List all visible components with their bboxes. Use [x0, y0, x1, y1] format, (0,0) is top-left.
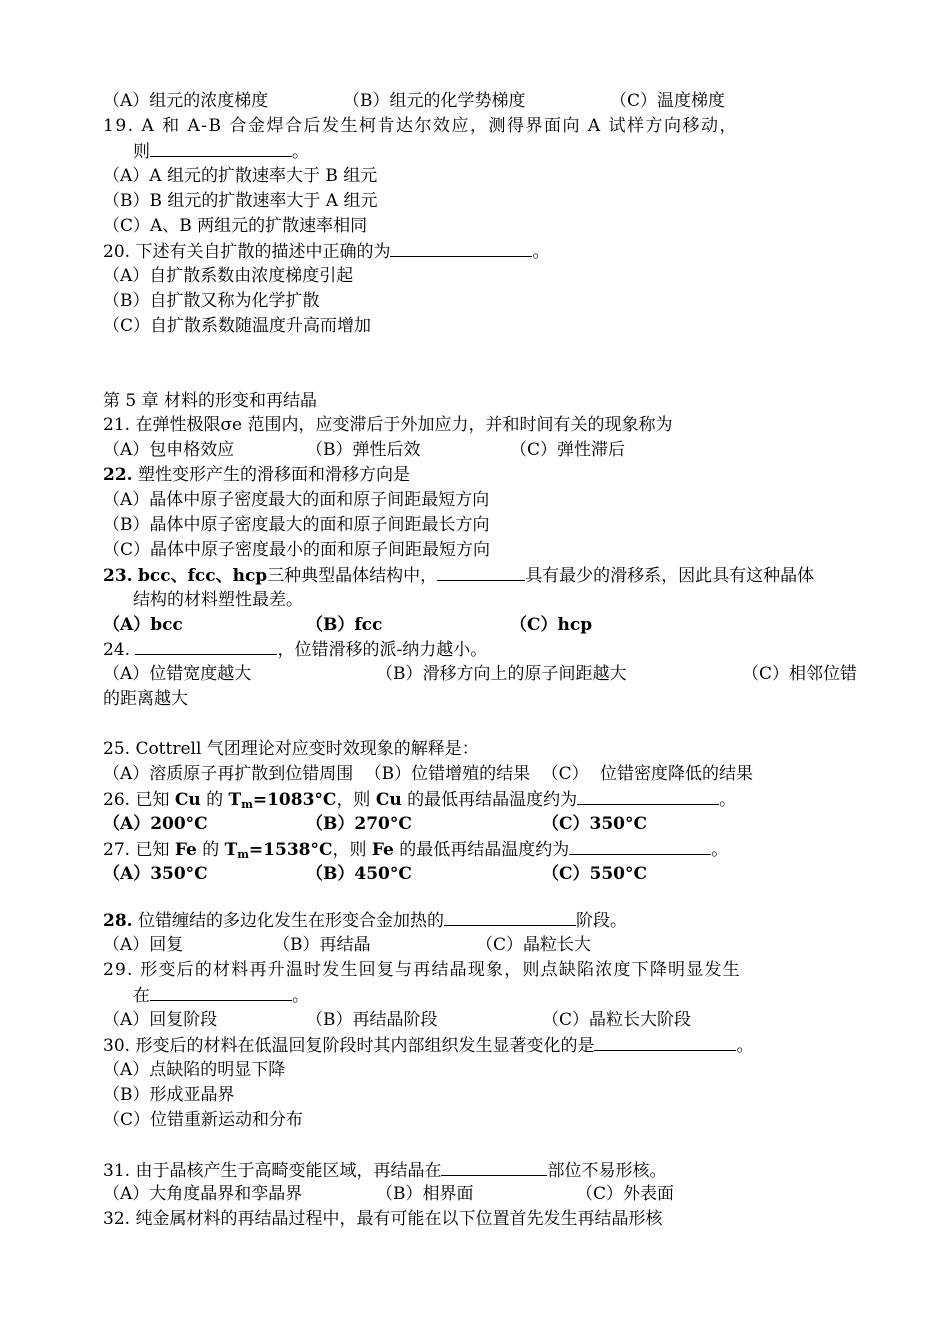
q31-answer-blank[interactable] — [441, 1158, 547, 1176]
q26-option-c: （C）350°C — [542, 814, 648, 834]
q18-option-a: （A）组元的浓度梯度 — [103, 91, 269, 111]
q26-option-a: （A）200°C — [103, 814, 208, 834]
q24-option-c-cont: 的距离越大 — [103, 689, 188, 709]
q21-option-c: （C）弹性滞后 — [510, 440, 626, 460]
q26-option-b: （B）270°C — [306, 814, 412, 834]
q26-answer-blank[interactable] — [577, 787, 719, 805]
q28-option-b: （B）再结晶 — [273, 935, 371, 955]
q23-option-b: （B）fcc — [306, 615, 383, 635]
q27-option-b: （B）450°C — [306, 864, 412, 884]
q21-option-a: （A）包申格效应 — [103, 440, 235, 460]
q19-stem-line2: 则 。 — [133, 139, 309, 163]
q24-option-c: （C）相邻位错 — [742, 664, 858, 684]
q31-option-c: （C）外表面 — [576, 1184, 675, 1204]
q27-stem: 27. 已知 Fe 的 $T_m=1538^\circ C$，则 Fe 的最低再结晶温度约为 。 — [103, 837, 728, 861]
q24-option-b: （B）滑移方向上的原子间距越大 — [376, 664, 627, 684]
q19-option-c: （C）A、B 两组元的扩散速率相同 — [103, 216, 368, 236]
q20-option-a: （A）自扩散系数由浓度梯度引起 — [103, 266, 354, 286]
q32-stem: 32. 纯金属材料的再结晶过程中，最有可能在以下位置首先发生再结晶形核 — [103, 1209, 663, 1229]
q29-stem-line2: 在 。 — [133, 983, 309, 1007]
q22-stem: 22. 塑性变形产生的滑移面和滑移方向是 — [103, 465, 410, 485]
q28-option-a: （A）回复 — [103, 935, 184, 955]
q29-answer-blank[interactable] — [150, 983, 292, 1001]
q30-option-c: （C）位错重新运动和分布 — [103, 1110, 304, 1130]
q19-stem: 19. A 和 A-B 合金焊合后发生柯肯达尔效应，测得界面向 A 试样方向移动， — [103, 116, 739, 136]
q19-answer-blank[interactable] — [150, 139, 292, 157]
q23-stem: 23. bcc、fcc、hcp三种典型晶体结构中， 具有最少的滑移系，因此具有这种晶体 — [103, 563, 814, 587]
q31-option-b: （B）相界面 — [376, 1184, 474, 1204]
q30-option-b: （B）形成亚晶界 — [103, 1085, 235, 1105]
q30-answer-blank[interactable] — [594, 1033, 736, 1051]
q19-option-b: （B）B 组元的扩散速率大于 A 组元 — [103, 191, 378, 211]
q25-stem: 25. Cottrell 气团理论对应变时效现象的解释是： — [103, 739, 479, 759]
q24-option-a: （A）位错宽度越大 — [103, 664, 252, 684]
q22-option-b: （B）晶体中原子密度最大的面和原子间距最长方向 — [103, 515, 490, 535]
q28-option-c: （C）晶粒长大 — [476, 935, 592, 955]
q27-option-a: （A）350°C — [103, 864, 208, 884]
q22-option-c: （C）晶体中原子密度最小的面和原子间距最短方向 — [103, 540, 491, 560]
q20-stem: 20. 下述有关自扩散的描述中正确的为 。 — [103, 239, 549, 263]
q26-stem: 26. 已知 Cu 的 $T_m=1083^\circ C$，则 Cu 的最低再结晶温度约为 。 — [103, 787, 736, 811]
q23-stem-line2: 结构的材料塑性最差。 — [133, 590, 303, 610]
q23-option-a: （A）bcc — [103, 615, 183, 635]
q27-option-c: （C）550°C — [542, 864, 648, 884]
q29-option-c: （C）晶粒长大阶段 — [542, 1010, 692, 1030]
q19-option-a: （A）A 组元的扩散速率大于 B 组元 — [103, 166, 378, 186]
q29-stem: 29. 形变后的材料再升温时发生回复与再结晶现象，则点缺陷浓度下降明显发生 — [103, 960, 741, 980]
q23-option-c: （C）hcp — [510, 615, 593, 635]
q28-answer-blank[interactable] — [444, 908, 576, 926]
q25-options: （A）溶质原子再扩散到位错周围 （B）位错增殖的结果 （C） 位错密度降低的结果 — [103, 764, 753, 784]
q21-stem: 21. 在弹性极限σe 范围内，应变滞后于外加应力，并和时间有关的现象称为 — [103, 415, 673, 435]
q24-answer-blank[interactable] — [135, 637, 277, 655]
chapter-heading: 第 5 章 材料的形变和再结晶 — [103, 391, 318, 411]
q20-option-b: （B）自扩散又称为化学扩散 — [103, 291, 320, 311]
q18-option-b: （B）组元的化学势梯度 — [343, 91, 526, 111]
q29-option-a: （A）回复阶段 — [103, 1010, 218, 1030]
q28-stem: 28. 位错缠结的多边化发生在形变合金加热的 阶段。 — [103, 908, 627, 932]
q18-option-c: （C）温度梯度 — [610, 91, 726, 111]
q22-option-a: （A）晶体中原子密度最大的面和原子间距最短方向 — [103, 490, 490, 510]
q20-option-c: （C）自扩散系数随温度升高而增加 — [103, 316, 372, 336]
q31-stem: 31. 由于晶核产生于高畸变能区域，再结晶在 部位不易形核。 — [103, 1158, 666, 1182]
q24-stem: 24. ，位错滑移的派-纳力越小。 — [103, 637, 487, 661]
q30-option-a: （A）点缺陷的明显下降 — [103, 1060, 286, 1080]
q21-option-b: （B）弹性后效 — [306, 440, 421, 460]
q23-answer-blank[interactable] — [437, 563, 525, 581]
q20-answer-blank[interactable] — [390, 239, 532, 257]
q27-answer-blank[interactable] — [569, 837, 711, 855]
q31-option-a: （A）大角度晶界和孪晶界 — [103, 1184, 303, 1204]
q30-stem: 30. 形变后的材料在低温回复阶段时其内部组织发生显著变化的是 。 — [103, 1033, 753, 1057]
q29-option-b: （B）再结晶阶段 — [306, 1010, 438, 1030]
